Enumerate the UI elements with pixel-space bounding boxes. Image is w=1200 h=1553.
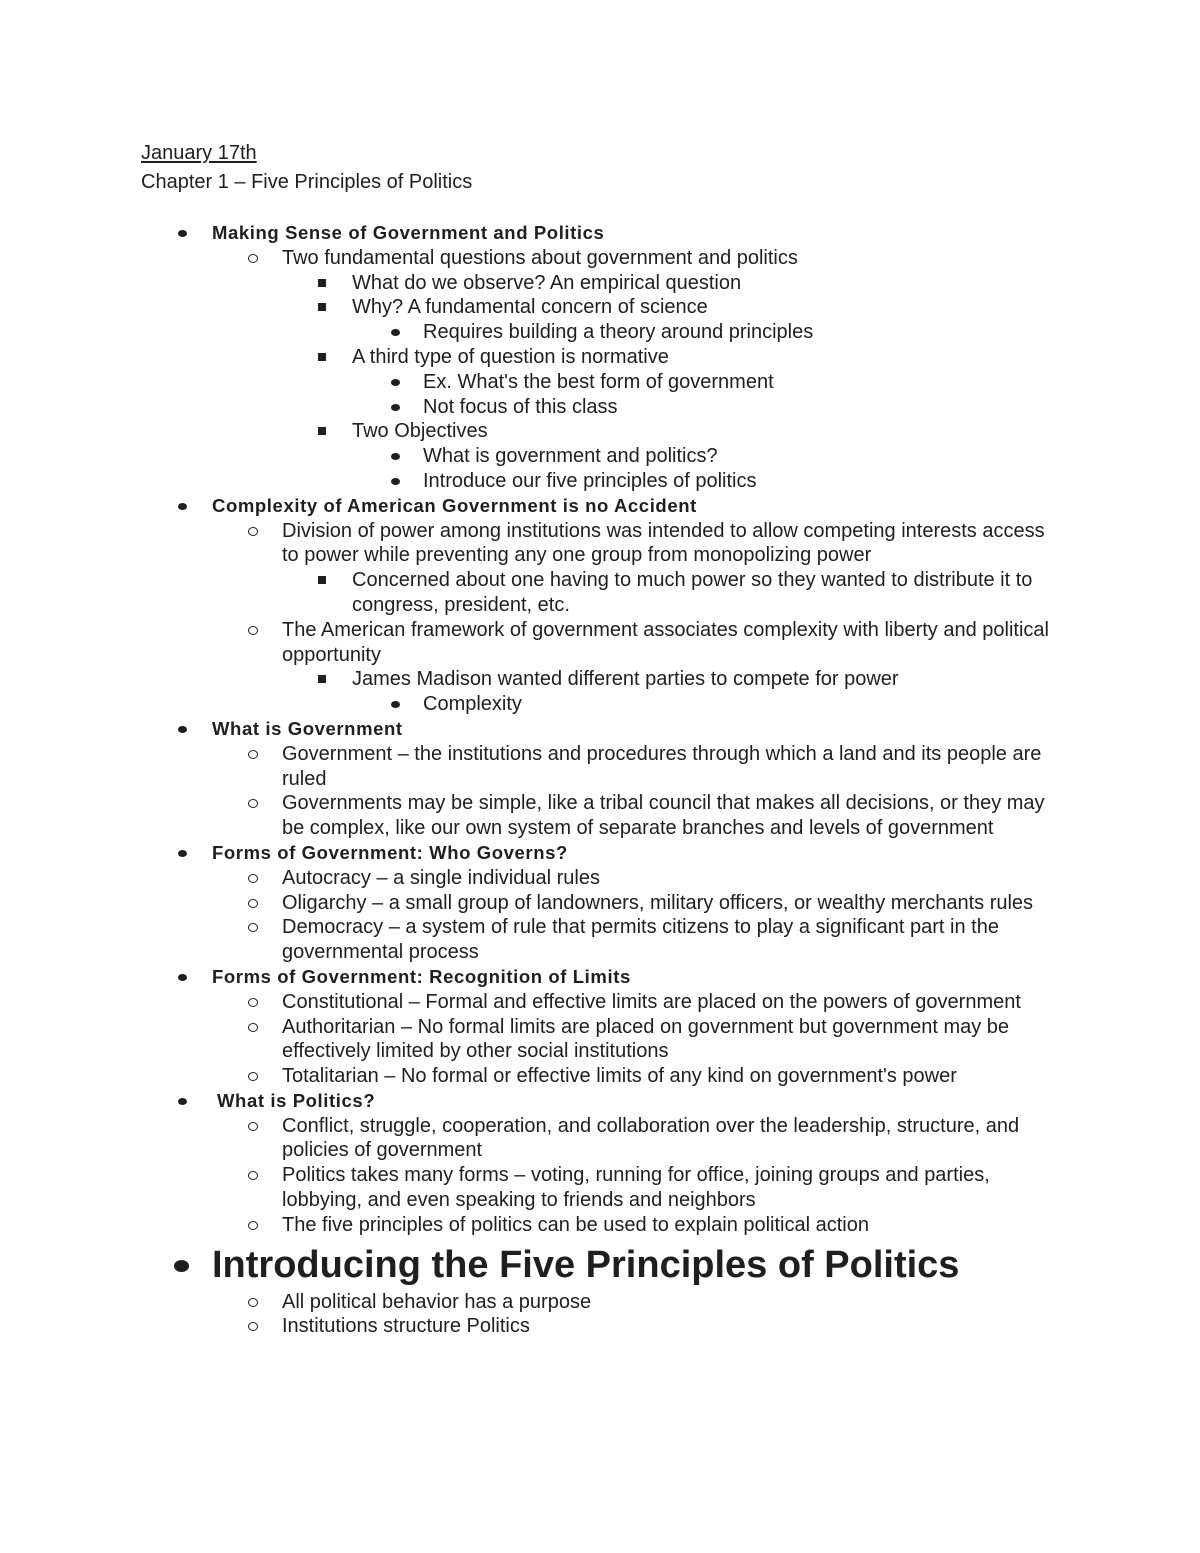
item-text: Concerned about one having to much power so they wanted to distribute it to congress, president, etc.	[352, 569, 1033, 616]
item-text: All political behavior has a purpose	[282, 1290, 592, 1313]
outline-item	[0, 568, 1200, 618]
bullet-dot-icon	[178, 230, 187, 237]
bullet-dot-icon	[391, 329, 400, 336]
outline-item	[0, 667, 1200, 692]
item-text: Democracy – a system of rule that permits citizens to play a significant part in the governmental process	[282, 916, 999, 964]
outline-heading	[0, 841, 1200, 866]
outline-item	[0, 320, 1200, 345]
heading-text: What is Politics?	[217, 1089, 376, 1111]
item-text: Conflict, struggle, cooperation, and collaboration over the leadership, structure, and policies of government	[282, 1114, 1020, 1162]
item-text: What do we observe? An empirical question	[352, 271, 742, 294]
bullet-dot-icon	[178, 974, 187, 981]
heading-text: Forms of Government: Who Governs?	[212, 841, 568, 863]
item-text: Oligarchy – a small group of landowners, military officers, or wealthy merchants rules	[282, 891, 1034, 914]
outline-item	[0, 345, 1200, 370]
item-text: The five principles of politics can be used to explain political action	[282, 1213, 869, 1236]
outline-item	[0, 1314, 1200, 1339]
item-text: Governments may be simple, like a tribal council that makes all decisions, or they may be complex, like our own system of separate branches and levels of government	[282, 792, 1045, 840]
outline-heading	[0, 965, 1200, 990]
outline-heading	[0, 1240, 1200, 1290]
bullet-dot-icon	[178, 1098, 187, 1105]
bullet-dot-icon	[174, 1260, 189, 1272]
bullet-square-icon	[318, 675, 326, 683]
bullet-circle-icon	[248, 923, 258, 932]
item-text: Requires building a theory around principles	[423, 321, 814, 344]
outline-item	[0, 618, 1200, 668]
bullet-circle-icon	[248, 750, 258, 759]
heading-text: Making Sense of Government and Politics	[212, 222, 605, 243]
bullet-circle-icon	[248, 254, 258, 263]
note-date: January 17th	[141, 142, 257, 164]
outline-item	[0, 271, 1200, 296]
outline-heading	[0, 221, 1200, 246]
item-text: Introduce our five principles of politics	[423, 469, 757, 492]
outline-item	[0, 1213, 1200, 1238]
heading-text: Complexity of American Government is no Accident	[212, 494, 697, 516]
item-text: What is government and politics?	[423, 445, 718, 468]
outline-item	[0, 246, 1200, 271]
item-text: Why? A fundamental concern of science	[352, 296, 708, 319]
item-text: Institutions structure Politics	[282, 1315, 530, 1338]
outline-item	[0, 1114, 1200, 1164]
item-text: Autocracy – a single individual rules	[282, 866, 600, 889]
bullet-dot-icon	[391, 478, 400, 485]
bullet-dot-icon	[391, 379, 400, 386]
bullet-square-icon	[318, 353, 326, 361]
item-text: Politics takes many forms – voting, running for office, joining groups and parties, lobbying, and even speaking to friends and neighbors	[282, 1164, 990, 1212]
bullet-circle-icon	[248, 1322, 258, 1331]
bullet-dot-icon	[391, 701, 400, 708]
bullet-dot-icon	[391, 404, 400, 411]
item-text: Government – the institutions and procedures through which a land and its people are ruled	[282, 742, 1042, 790]
outline-item	[0, 891, 1200, 916]
outline-heading	[0, 1089, 1200, 1114]
outline-item	[0, 469, 1200, 494]
bullet-circle-icon	[248, 1072, 258, 1081]
bullet-dot-icon	[178, 503, 187, 510]
bullet-square-icon	[318, 576, 326, 584]
bullet-circle-icon	[248, 626, 258, 635]
item-text: Two Objectives	[352, 420, 488, 443]
item-text: The American framework of government associates complexity with liberty and political opportunity	[282, 618, 1049, 666]
bullet-dot-icon	[391, 453, 400, 460]
outline-item	[0, 1064, 1200, 1089]
bullet-circle-icon	[248, 527, 258, 536]
outline-item	[0, 419, 1200, 444]
item-text: Two fundamental questions about government and politics	[282, 246, 798, 269]
heading-text: Forms of Government: Recognition of Limits	[212, 965, 631, 987]
bullet-circle-icon	[248, 1023, 258, 1032]
outline-item	[0, 866, 1200, 891]
item-text: Division of power among institutions was intended to allow competing interests access to power while preventing any one group from monopolizing power	[282, 519, 1045, 567]
item-text: Authoritarian – No formal limits are placed on government but government may be effectively limited by other social institutions	[282, 1015, 1010, 1063]
bullet-dot-icon	[178, 850, 187, 857]
outline-item	[0, 915, 1200, 965]
bullet-circle-icon	[248, 1122, 258, 1131]
heading-text: What is Government	[212, 717, 403, 739]
outline-item	[0, 395, 1200, 420]
outline-heading	[0, 717, 1200, 742]
notes-outline	[0, 221, 1200, 1339]
chapter-title: Chapter 1 – Five Principles of Politics	[141, 171, 473, 193]
bullet-dot-icon	[178, 726, 187, 733]
bullet-circle-icon	[248, 899, 258, 908]
bullet-square-icon	[318, 427, 326, 435]
bullet-square-icon	[318, 303, 326, 311]
bullet-circle-icon	[248, 998, 258, 1007]
item-text: Ex. What's the best form of government	[423, 370, 774, 393]
outline-item	[0, 791, 1200, 841]
outline-item	[0, 444, 1200, 469]
bullet-square-icon	[318, 279, 326, 287]
outline-item	[0, 519, 1200, 569]
outline-item	[0, 370, 1200, 395]
outline-item	[0, 1015, 1200, 1065]
bullet-circle-icon	[248, 874, 258, 883]
bullet-circle-icon	[248, 1221, 258, 1230]
item-text: Complexity	[423, 693, 522, 716]
item-text: Constitutional – Formal and effective limits are placed on the powers of government	[282, 990, 1021, 1013]
outline-item	[0, 1290, 1200, 1315]
bullet-circle-icon	[248, 1171, 258, 1180]
item-text: A third type of question is normative	[352, 345, 669, 368]
item-text: James Madison wanted different parties to compete for power	[352, 668, 899, 691]
outline-item	[0, 1163, 1200, 1213]
outline-item	[0, 295, 1200, 320]
outline-item	[0, 742, 1200, 792]
item-text: Totalitarian – No formal or effective limits of any kind on government's power	[282, 1065, 957, 1088]
bullet-circle-icon	[248, 1298, 258, 1307]
outline-item	[0, 990, 1200, 1015]
item-text: Not focus of this class	[423, 395, 618, 418]
heading-text: Introducing the Five Principles of Politics	[212, 1243, 960, 1286]
bullet-circle-icon	[248, 799, 258, 808]
outline-heading	[0, 494, 1200, 519]
outline-item	[0, 692, 1200, 717]
